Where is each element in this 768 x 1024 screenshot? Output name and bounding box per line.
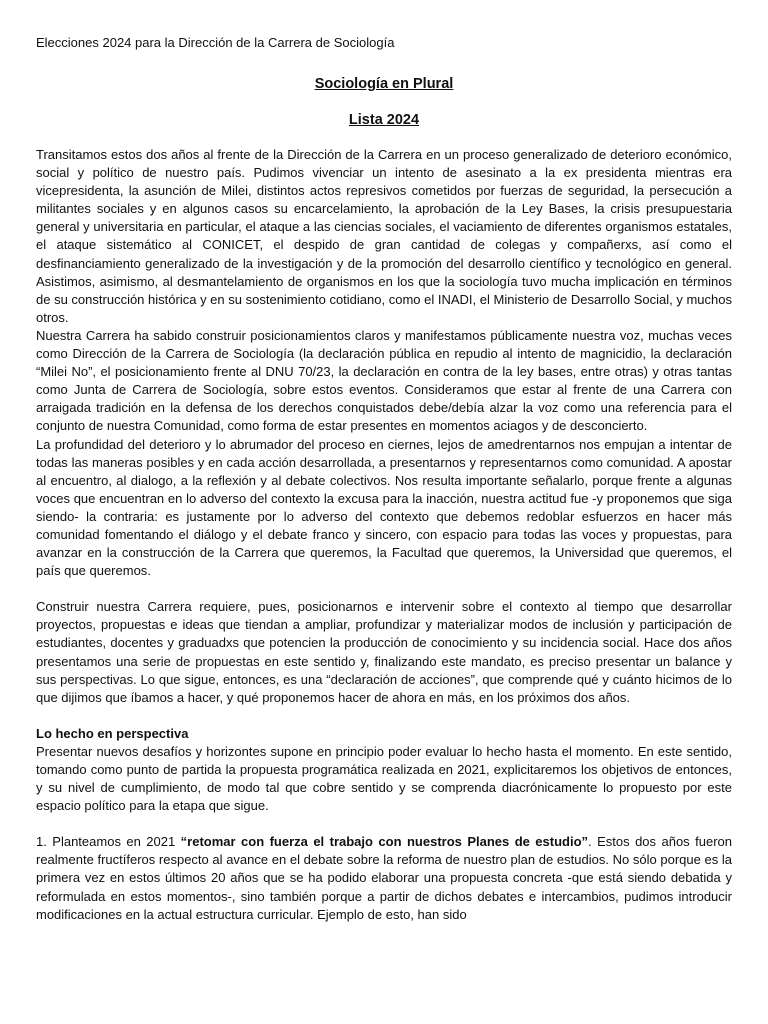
paragraph-community: La profundidad del deterioro y lo abrumador del proceso en ciernes, lejos de amedrentarnos nos empujan a intentar de todas las maneras posibles y en cada acción desarrollada, a presentarnos y representarnos como comunidad. A apostar al encuentro, al dialogo, a la reflexión y al debate colectivos. Nos resulta importante señalarlo, porque frente a algunas voces que encuentran en lo adverso del contexto la excusa para la inacción, nuestra actitud fue -y proponemos que siga siendo- la contraria: es justamente por lo adverso del contexto que debemos redoblar esfuerzos en hacer más comunidad fomentando el diálogo y el debate franco y sincero, con espacio para todas las voces y propuestas, para avanzar en la construcción de la Carrera que queremos, la Facultad que queremos, la Universidad que queremos, el país que queremos. <box>36 436 732 579</box>
paragraph-build-career: Construir nuestra Carrera requiere, pues, posicionarnos e intervenir sobre el contexto al tiempo que desarrollar proyectos, propuestas e ideas que tiendan a ampliar, profundizar y materializar modos de inclusión y participación de estudiantes, docentes y graduadxs que potencien la producción de conocimiento y su incidencia social. Hace dos años presentamos una serie de propuestas en este sentido y, finalizando este mandato, es preciso presentar un balance y sus perspectivas. Lo que sigue, entonces, es una “declaración de acciones”, que comprende qué y cuánto hicimos de lo que dijimos que íbamos a hacer, y qué proponemos hacer de ahora en más, en los próximos dos años. <box>36 599 732 705</box>
paragraph-positions: Nuestra Carrera ha sabido construir posicionamientos claros y manifestamos públicamente nuestra voz, muchas veces como Dirección de la Carrera de Sociología (la declaración pública en repudio al intento de magnicidio, la declaración “Milei No”, el posicionamiento frente al DNU 70/23, la declaración en contra de la ley bases, entre otras) y otras tantas como Junta de Carrera de Sociología, sobre estos eventos. Consideramos que estar al frente de una Carrera con arraigada tradición en la defensa de los derechos conquistados debe/debía alzar la voz como una referencia para el conjunto de nuestra Comunidad, como forma de estar presentes en momentos aciagos y de desconcierto. <box>36 327 732 434</box>
list-item-1-prefix: 1. Planteamos en 2021 <box>36 834 181 850</box>
header-line: Elecciones 2024 para la Dirección de la Carrera de Sociología <box>36 35 395 50</box>
paragraph-spacer <box>36 580 732 598</box>
paragraph-spacer <box>36 707 732 725</box>
list-item-1-bold: “retomar con fuerza el trabajo con nuestros Planes de estudio” <box>180 834 589 850</box>
list-item-1 <box>36 833 732 923</box>
document-title: Sociología en Plural <box>314 76 454 92</box>
list-item-1-rest: . Estos dos años fueron realmente fructíferos respecto al avance en el debate sobre la reforma de nuestro plan de estudios. No sólo porque es la primera vez en estos últimos 20 años que se ha podido elaborar una propuesta concreta -que está siendo debatida y reformulada en estos momentos-, sino también porque a partir de dichos debates e intercambios, pudimos introducir modificaciones en la actual estructura curricular. Ejemplo de esto, han sido <box>36 834 732 922</box>
paragraph-context: Transitamos estos dos años al frente de la Dirección de la Carrera en un proceso generalizado de deterioro económico, social y político de nuestro país. Pudimos vivenciar un intento de asesinato a la ex presidenta mientras era vicepresidenta, la asunción de Milei, distintos actos represivos cometidos por fuerzas de seguridad, la persecución a militantes sociales y en algunos casos su encarcelamiento, la aprobación de la Ley Bases, la crisis presupuestaria general y universitaria en particular, el ataque a las ciencias sociales, el vaciamiento de diferentes organismos estatales, el ataque sistemático al CONICET, el despido de gran cantidad de colegas y compañerxs, así como el desfinanciamiento generalizado de la investigación y de la promoción del desarrollo científico y tecnológico en general. Asistimos, asimismo, al desmantelamiento de organismos en los que la sociología tuvo mucha implicación en términos de su construcción histórica y en su sostenimiento cotidiano, como el INADI, el Ministerio de Desarrollo Social, y muchos otros. <box>36 147 732 325</box>
paragraph-spacer <box>36 815 732 833</box>
document-subtitle: Lista 2024 <box>348 112 420 128</box>
section-paragraph: Presentar nuevos desafíos y horizontes supone en principio poder evaluar lo hecho hasta el momento. En este sentido, tomando como punto de partida la propuesta programática realizada en 2021, explicitaremos los objetivos de entonces, y su nivel de cumplimiento, de modo tal que cobre sentido y se comprenda diacrónicamente lo propuesto por este espacio político para la etapa que sigue. <box>36 743 732 814</box>
section-heading: Lo hecho en perspectiva <box>36 725 189 741</box>
